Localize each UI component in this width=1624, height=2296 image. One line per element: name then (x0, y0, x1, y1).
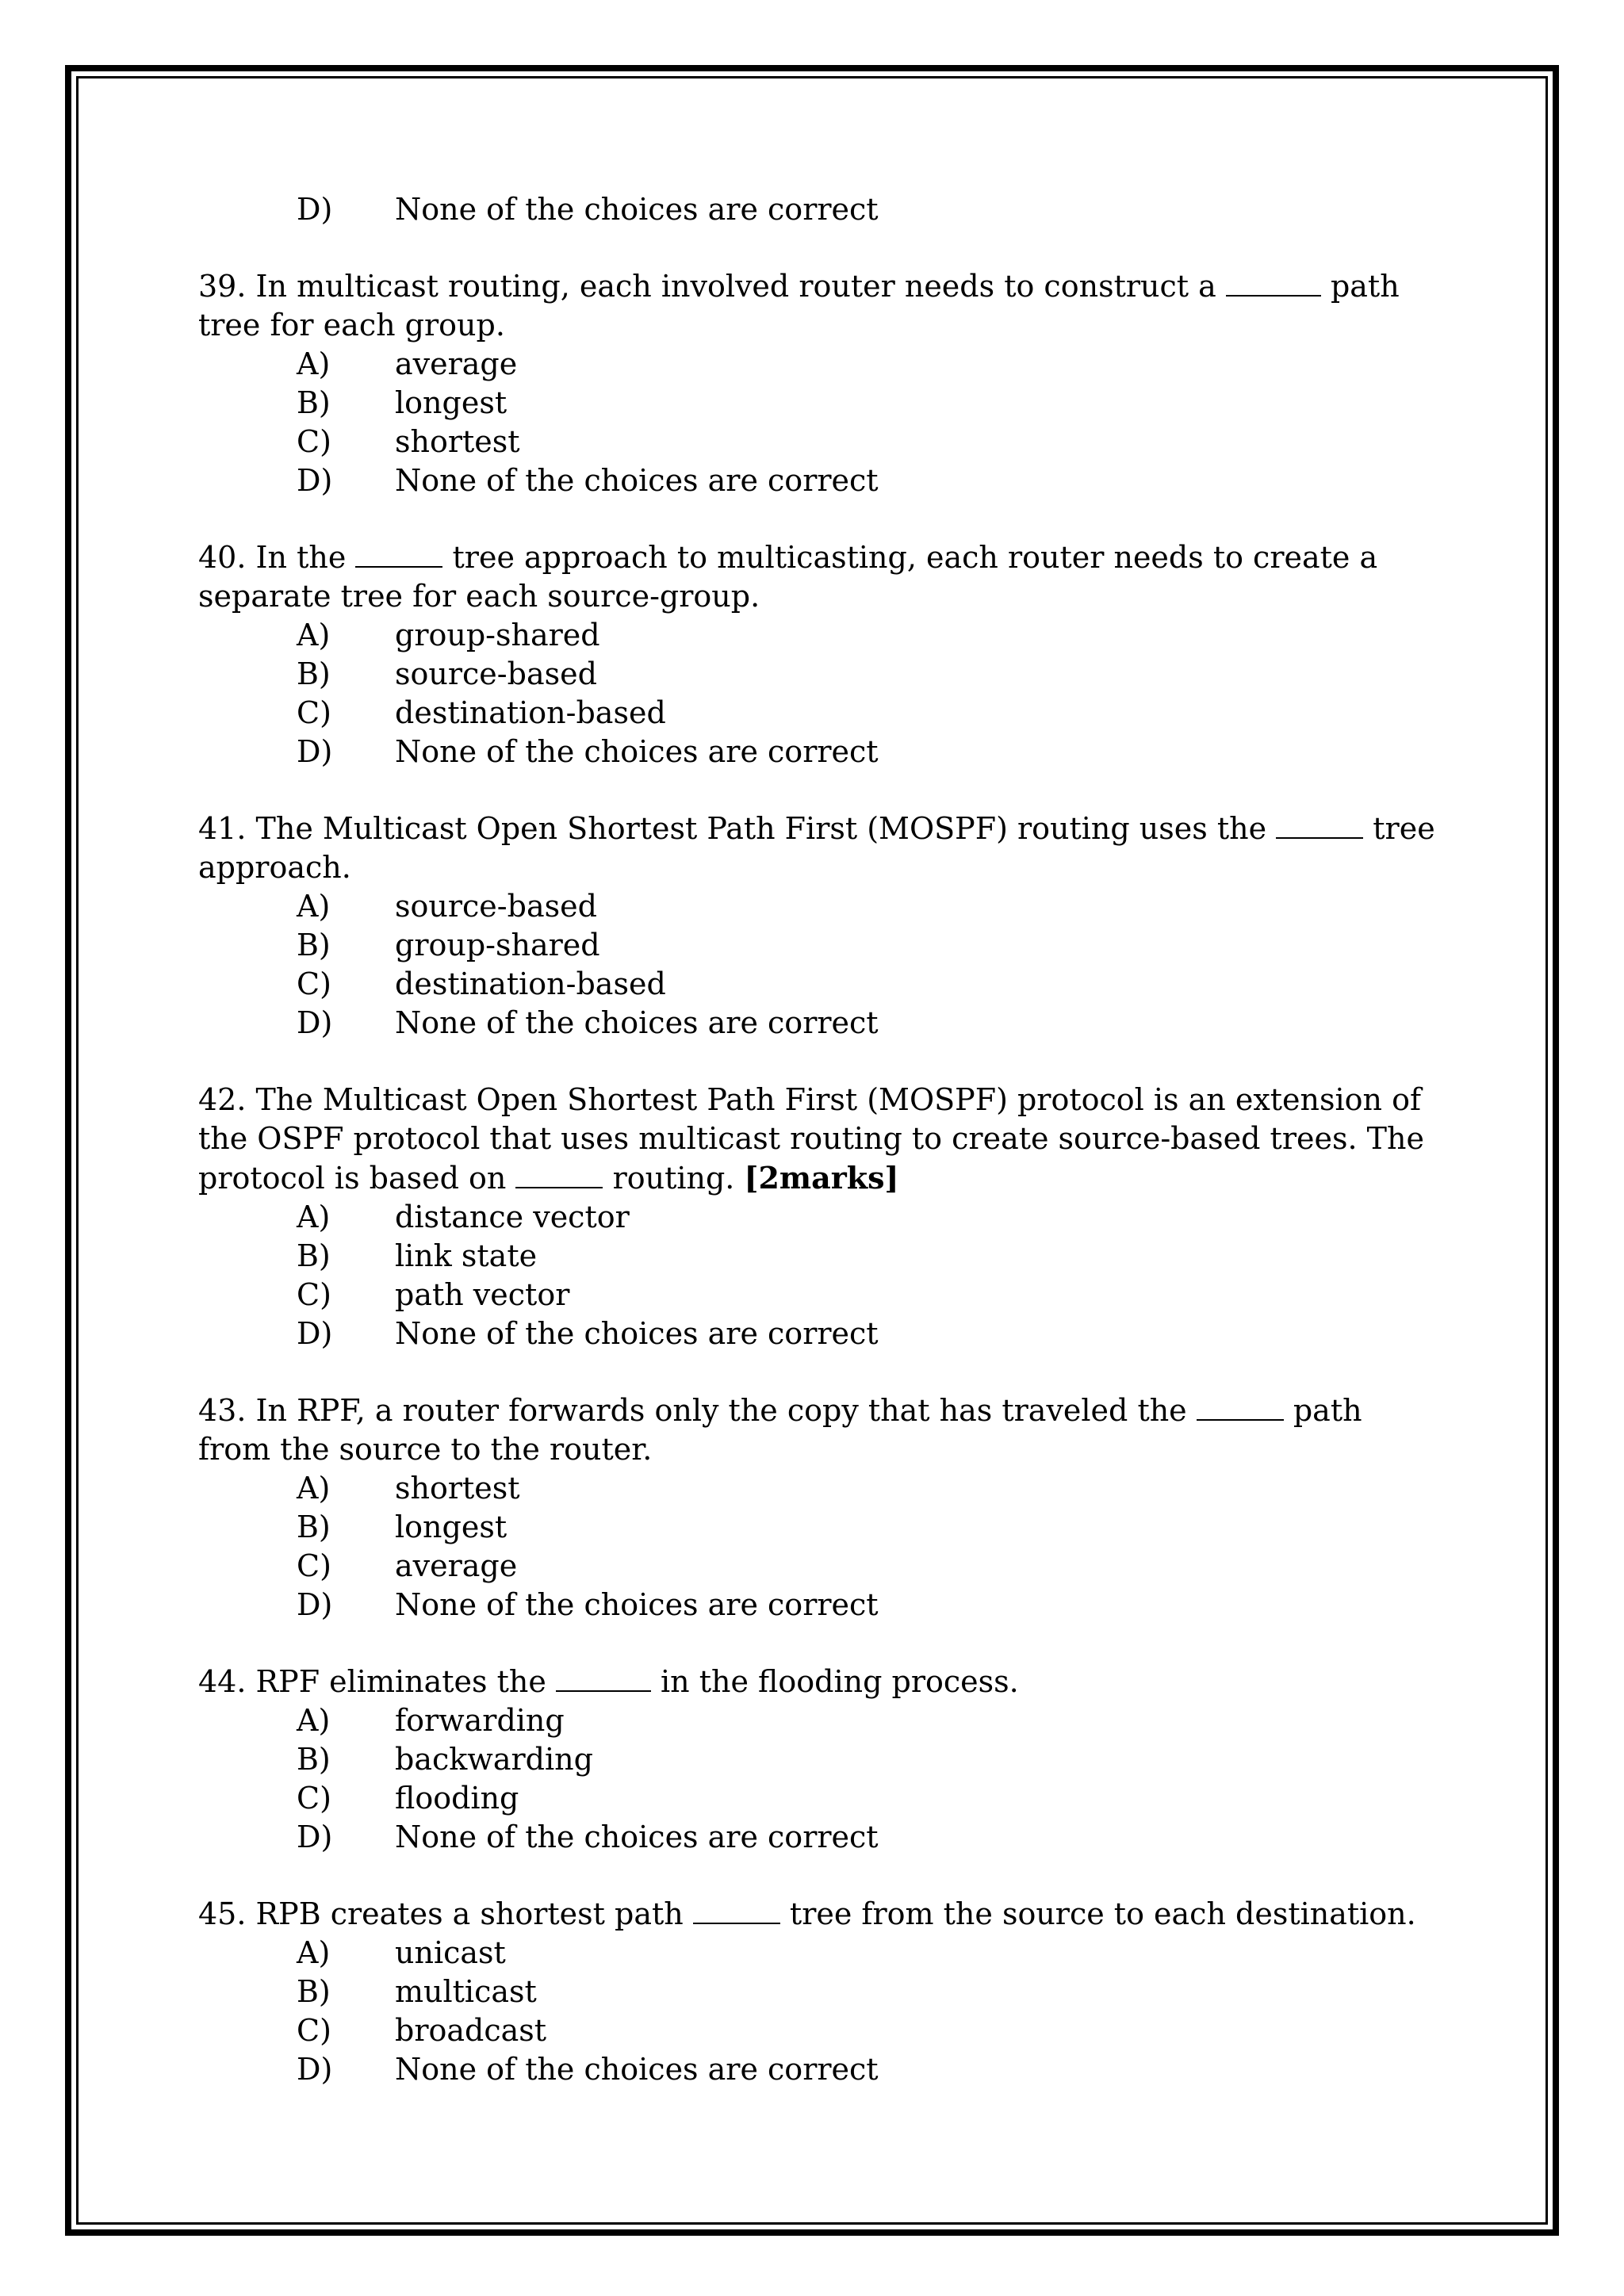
option-b: B) multicast (297, 1974, 537, 2009)
option-b: B) group-shared (297, 928, 600, 962)
option-d: D) None of the choices are correct (297, 1316, 879, 1351)
option-c: C) destination-based (297, 966, 666, 1001)
answer-blank (515, 1160, 603, 1188)
option-letter: D) (297, 192, 333, 227)
answer-blank (1197, 1392, 1284, 1421)
option-a: A) group-shared (297, 618, 600, 652)
option-text: None of the choices are correct (395, 192, 879, 227)
answer-blank (1226, 268, 1321, 297)
option-b: B) link state (297, 1238, 538, 1273)
option-d: D) None of the choices are correct (297, 1005, 879, 1040)
option-a: A) forwarding (297, 1703, 565, 1738)
question-text: 43. In RPF, a router forwards only the copy that has traveled the path from the source to the router. (198, 1393, 1362, 1467)
option-b: B) longest (297, 1510, 508, 1544)
question-text: 39. In multicast routing, each involved router needs to construct a path tree for each group. (198, 269, 1400, 342)
answer-blank (693, 1896, 780, 1924)
option-a: A) source-based (297, 889, 597, 924)
question-text: 42. The Multicast Open Shortest Path First (MOSPF) protocol is an extension of the OSPF protocol that uses multicast routing to create source-based trees. The protocol is based on routing. [2marks] (198, 1082, 1424, 1196)
answer-blank (1276, 810, 1363, 839)
option-c: C) path vector (297, 1277, 570, 1312)
question-41 (198, 809, 1435, 1043)
question-43 (198, 1391, 1435, 1624)
question-45 (198, 1895, 1435, 2089)
option-a: A) shortest (297, 1471, 520, 1506)
option-b: B) backwarding (297, 1742, 593, 1777)
question-text: 44. RPF eliminates the in the flooding process. (198, 1664, 1019, 1699)
option-d: D) None of the choices are correct (297, 734, 879, 769)
exam-content (198, 190, 1435, 2089)
answer-blank (556, 1663, 651, 1692)
option-a: A) average (297, 346, 518, 381)
option-c: C) shortest (297, 424, 520, 459)
question-text: 40. In the tree approach to multicasting, each router needs to create a separate tree for each source-group. (198, 540, 1378, 614)
option-d: D) None of the choices are correct (297, 2052, 879, 2087)
option-d: D) None of the choices are correct (297, 463, 879, 498)
option-b: B) source-based (297, 656, 597, 691)
answer-blank (355, 539, 442, 568)
carryover-option (198, 190, 1435, 229)
option-c: C) average (297, 1548, 518, 1583)
marks-label: [2marks] (744, 1160, 899, 1196)
question-text: 41. The Multicast Open Shortest Path First (MOSPF) routing uses the tree approach. (198, 811, 1435, 885)
option-c: C) destination-based (297, 695, 666, 730)
option-a: A) unicast (297, 1935, 506, 1970)
option-b: B) longest (297, 385, 508, 420)
option-d: D) None of the choices are correct (297, 1820, 879, 1854)
question-42 (198, 1081, 1435, 1353)
question-39 (198, 267, 1435, 500)
question-text: 45. RPB creates a shortest path tree from the source to each destination. (198, 1896, 1416, 1931)
question-40 (198, 538, 1435, 771)
option-c: C) flooding (297, 1781, 519, 1816)
option-c: C) broadcast (297, 2013, 547, 2048)
question-44 (198, 1663, 1435, 1857)
option-a: A) distance vector (297, 1200, 630, 1234)
option-d: D) None of the choices are correct (297, 1587, 879, 1622)
